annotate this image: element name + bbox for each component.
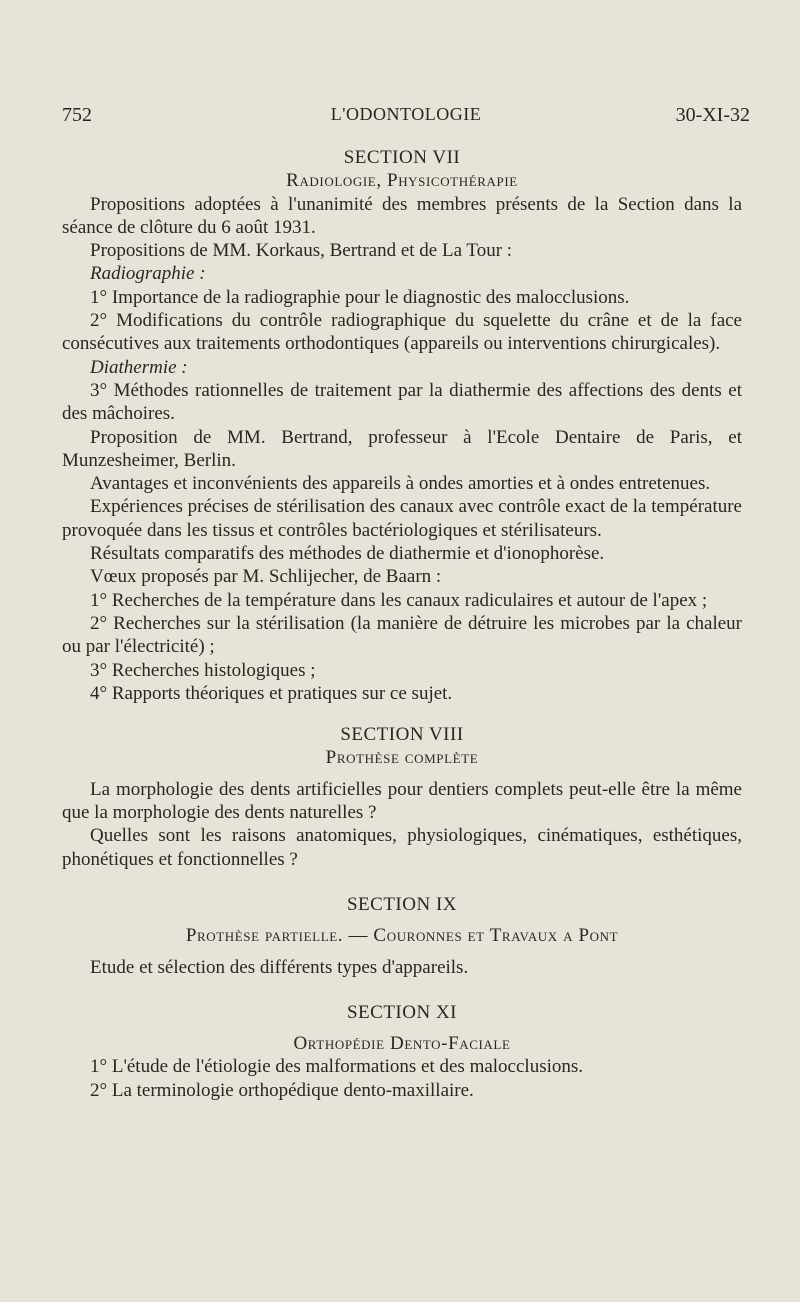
list-item: 2° Modifications du contrôle radiographique du squelette du crâne et de la face consécutives aux traitements orthodontiques (appareils ou interventions chirurgicales).	[62, 310, 742, 355]
spacer	[62, 705, 742, 723]
paragraph: Proposition de MM. Bertrand, professeur à l'Ecole Dentaire de Paris, et Munzesheimer, Berlin.	[62, 426, 742, 471]
issue-date: 30-XI-32	[675, 104, 750, 126]
section-title: SECTION VIII	[340, 724, 464, 746]
section-subtitle: Prothèse partielle. — Couronnes et Travaux a Pont	[185, 925, 619, 947]
list-item: 2° La terminologie orthopédique dento-maxillaire.	[90, 1079, 474, 1101]
section-title: SECTION IX	[346, 893, 458, 915]
spacer	[62, 948, 742, 956]
spacer	[62, 979, 742, 1001]
running-title: L'ODONTOLOGIE	[330, 104, 482, 124]
list-item: 3° Recherches histologiques ;	[90, 659, 316, 681]
list-item: 1° L'étude de l'étiologie des malformations et des malocclusions.	[90, 1056, 584, 1078]
section-subtitle: Orthopédie Dento-Faciale	[293, 1033, 511, 1055]
spacer	[62, 871, 742, 893]
paragraph: Etude et sélection des différents types d'appareils.	[90, 956, 469, 978]
list-item: 4° Rapports théoriques et pratiques sur ce sujet.	[90, 682, 453, 704]
spacer	[62, 770, 742, 778]
list-item: 2° Recherches sur la stérilisation (la manière de détruire les microbes par la chaleur ou par l'électricité) ;	[62, 612, 742, 658]
section-subtitle: Radiologie, Physicothérapie	[286, 170, 518, 192]
section-title: SECTION XI	[346, 1001, 458, 1023]
page-number: 752	[62, 104, 92, 126]
paragraph: La morphologie des dents artificielles pour dentiers complets peut-elle être la même que la morphologie des dents naturelles ?	[62, 778, 742, 824]
running-header	[62, 104, 750, 130]
paragraph: Propositions adoptées à l'unanimité des membres présents de la Section dans la séance de clôture du 6 août 1931.	[62, 193, 742, 238]
section-title: SECTION VII	[343, 147, 461, 168]
paragraph: Avantages et inconvénients des appareils à ondes amorties et à ondes entretenues.	[90, 473, 711, 495]
paragraph: Résultats comparatifs des méthodes de diathermie et d'ionophorèse.	[90, 543, 605, 565]
spacer	[62, 916, 742, 924]
paragraph: Propositions de MM. Korkaus, Bertrand et de La Tour :	[90, 240, 513, 262]
section-subtitle: Prothèse complète	[325, 747, 479, 769]
list-item: 3° Méthodes rationnelles de traitement par la diathermie des affections des dents et des mâchoires.	[62, 379, 742, 425]
spacer	[62, 1024, 742, 1032]
paragraph: Vœux proposés par M. Schlijecher, de Baarn :	[90, 566, 442, 588]
page-body	[62, 146, 742, 1102]
list-item: 1° Recherches de la température dans les canaux radiculaires et autour de l'apex ;	[90, 589, 708, 611]
paragraph: Quelles sont les raisons anatomiques, physiologiques, cinématiques, esthétiques, phonétiques et fonctionnelles ?	[62, 825, 742, 870]
subheading-diathermie: Diathermie :	[90, 356, 188, 378]
paragraph: Expériences précises de stérilisation des canaux avec contrôle exact de la température provoquée dans les tissus et contrôles bactériologiques et stérilisateurs.	[62, 496, 742, 541]
list-item: 1° Importance de la radiographie pour le diagnostic des malocclusions.	[90, 286, 630, 308]
subheading-radiographie: Radiographie :	[90, 263, 206, 285]
